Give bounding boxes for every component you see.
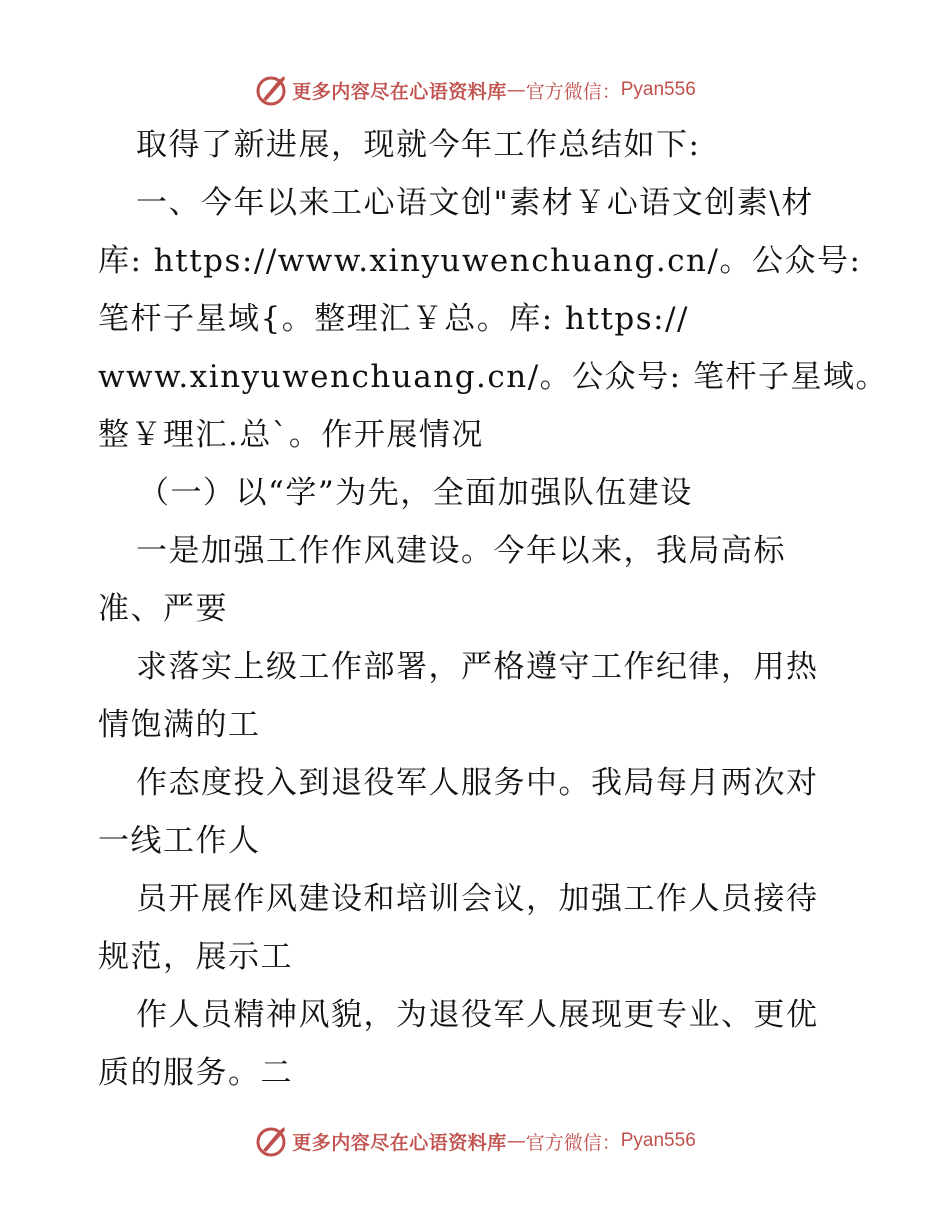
quill-pen-logo-icon <box>254 1124 288 1158</box>
body-line: 质的服务。二 <box>98 1055 293 1091</box>
body-line: 一、今年以来工心语文创"素材￥心语文创素\材 <box>136 185 814 221</box>
body-line: 准、严要 <box>98 591 228 627</box>
body-line: 一线工作人 <box>98 823 261 859</box>
body-line: 一是加强工作作风建设。今年以来，我局高标 <box>136 533 786 569</box>
header-banner-dash: — <box>506 79 526 101</box>
body-line: www.xinyuwenchuang.cn/。公众号: 笔杆子星域。 <box>98 359 888 395</box>
quill-pen-logo-icon <box>254 73 288 107</box>
body-line: 整￥理汇.总`。作开展情况 <box>98 417 484 453</box>
footer-banner <box>0 1121 950 1161</box>
footer-banner-dash: — <box>506 1130 526 1152</box>
body-line: 情饱满的工 <box>98 707 261 743</box>
document-body <box>98 116 888 1102</box>
header-banner-text: 更多内容尽在心语资料库 <box>292 80 507 103</box>
body-line: 笔杆子星域{。整理汇￥总。库: https:// <box>98 301 689 337</box>
section-heading: （一）以“学”为先，全面加强队伍建设 <box>138 475 693 511</box>
body-line: 作人员精神风貌，为退役军人展现更专业、更优 <box>136 997 819 1033</box>
body-line: 作态度投入到退役军人服务中。我局每月两次对 <box>136 765 819 801</box>
body-line: 库: https://www.xinyuwenchuang.cn/。公众号: <box>98 243 862 279</box>
footer-banner-text: 更多内容尽在心语资料库 <box>292 1131 507 1154</box>
header-banner <box>0 70 950 110</box>
body-line: 求落实上级工作部署，严格遵守工作纪律，用热 <box>136 649 819 685</box>
header-wechat-id: Pyan556 <box>620 79 696 100</box>
footer-wechat-id: Pyan556 <box>620 1130 696 1151</box>
footer-wechat-label: 官方微信： <box>525 1131 621 1154</box>
body-line: 规范，展示工 <box>98 939 293 975</box>
header-wechat-label: 官方微信： <box>525 80 621 103</box>
body-line: 员开展作风建设和培训会议，加强工作人员接待 <box>136 881 819 917</box>
body-line: 取得了新进展，现就今年工作总结如下: <box>136 127 701 163</box>
